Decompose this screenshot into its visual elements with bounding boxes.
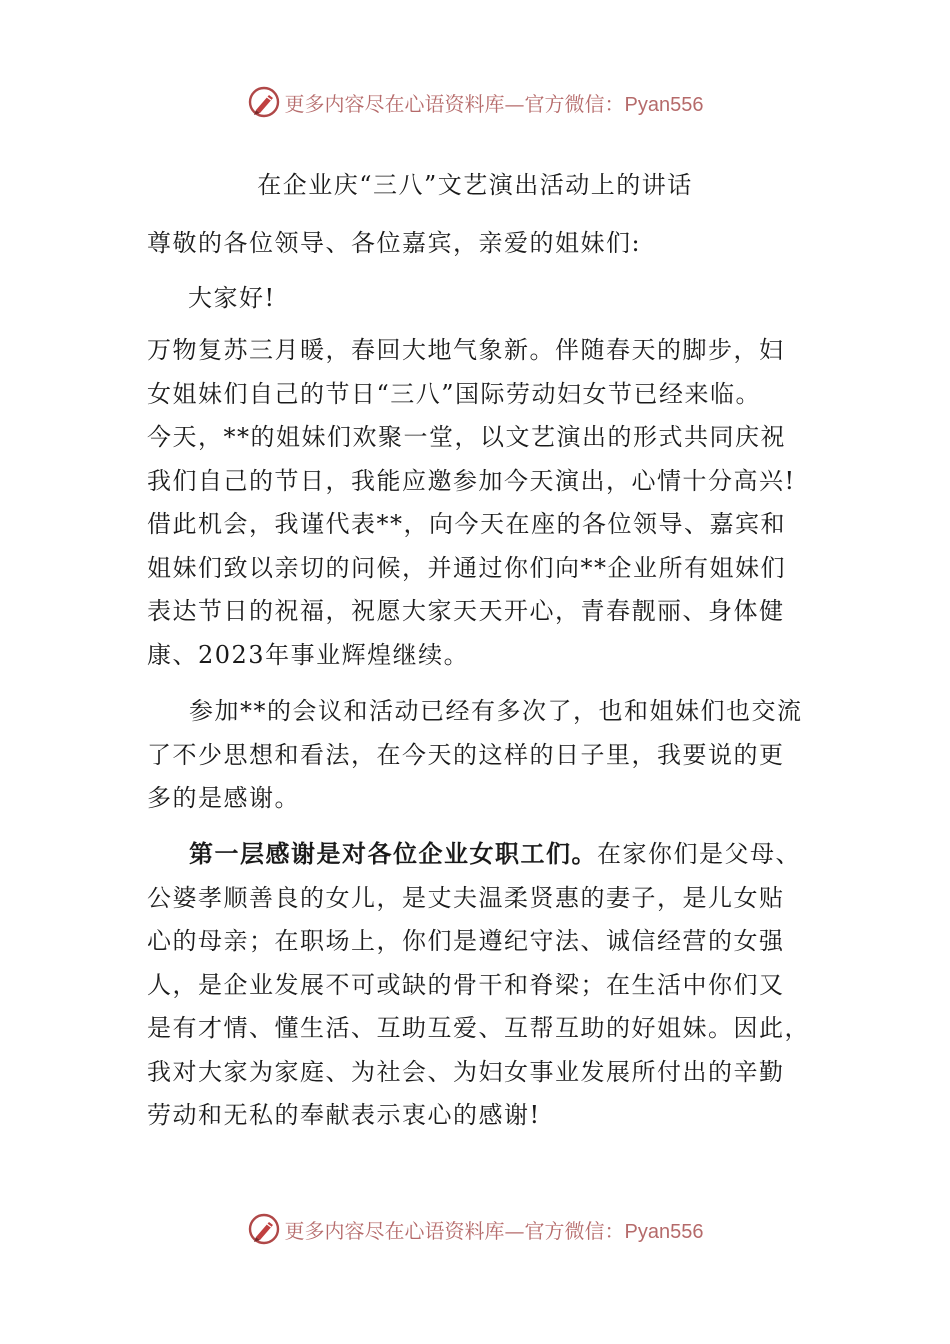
paragraph-line: 劳动和无私的奉献表示衷心的感谢! (147, 1101, 541, 1129)
paragraph-line: 参加**的会议和活动已经有多次了，也和姐妹们也交流 (189, 697, 803, 725)
pen-nib-logo-icon (247, 1212, 281, 1246)
paragraph-line (147, 832, 807, 877)
paragraph-line: 多的是感谢。 (147, 784, 300, 812)
paragraph-line: 是有才情、懂生活、互助互爱、互帮互助的好姐妹。因此， (147, 1014, 810, 1042)
banner-wechat-id: Pyan556 (624, 1220, 704, 1243)
salutation: 尊敬的各位领导、各位嘉宾，亲爱的姐妹们: (147, 229, 642, 257)
paragraph-line: 万物复苏三月暖，春回大地气象新。伴随春天的脚步，妇 (147, 336, 785, 364)
document-title: 在企业庆“三八”文艺演出活动上的讲话 (257, 171, 693, 199)
banner-text (285, 88, 704, 117)
header-banner (0, 82, 950, 122)
banner-wechat-id: Pyan556 (624, 93, 704, 116)
paragraph-2 (147, 690, 807, 821)
footer-banner (0, 1209, 950, 1249)
paragraph-line: 心的母亲；在职场上，你们是遵纪守法、诚信经营的女强 (147, 927, 785, 955)
paragraph-3-lead: 在家你们是父母、 (597, 840, 801, 868)
banner-text (285, 1215, 704, 1244)
paragraph-1 (147, 329, 807, 677)
pen-nib-logo-icon (247, 85, 281, 119)
paragraph-line: 我对大家为家庭、为社会、为妇女事业发展所付出的辛勤 (147, 1057, 785, 1086)
banner-text-cn: 更多内容尽在心语资料库—官方微信： (284, 1218, 625, 1243)
paragraph-line: 了不少思想和看法，在今天的这样的日子里，我要说的更 (147, 740, 785, 769)
paragraph-line: 今天，**的姐妹们欢聚一堂，以文艺演出的形式共同庆祝 (147, 423, 786, 451)
greeting: 大家好! (188, 284, 276, 312)
paragraph-line: 康、2023年事业辉煌继续。 (147, 640, 470, 669)
paragraph-line: 姐妹们致以亲切的问候，并通过你们向**企业所有姐妹们 (147, 553, 786, 582)
paragraph-line: 借此机会，我谨代表**，向今天在座的各位领导、嘉宾和 (147, 510, 786, 538)
paragraph-line: 女姐妹们自己的节日“三八”国际劳动妇女节已经来临。 (147, 379, 762, 408)
paragraph-line: 公婆孝顺善良的女儿，是丈夫温柔贤惠的妻子，是儿女贴 (147, 883, 785, 912)
paragraph-line: 人，是企业发展不可或缺的骨干和脊梁；在生活中你们又 (147, 970, 785, 999)
paragraph-line: 我们自己的节日，我能应邀参加今天演出，心情十分高兴! (147, 466, 796, 495)
paragraph-3 (147, 832, 810, 1138)
paragraph-3-heading: 第一层感谢是对各位企业女职工们。 (189, 839, 597, 868)
paragraph-line: 表达节日的祝福，祝愿大家天天开心，青春靓丽、身体健 (147, 597, 785, 625)
banner-text-cn: 更多内容尽在心语资料库—官方微信： (284, 91, 625, 116)
